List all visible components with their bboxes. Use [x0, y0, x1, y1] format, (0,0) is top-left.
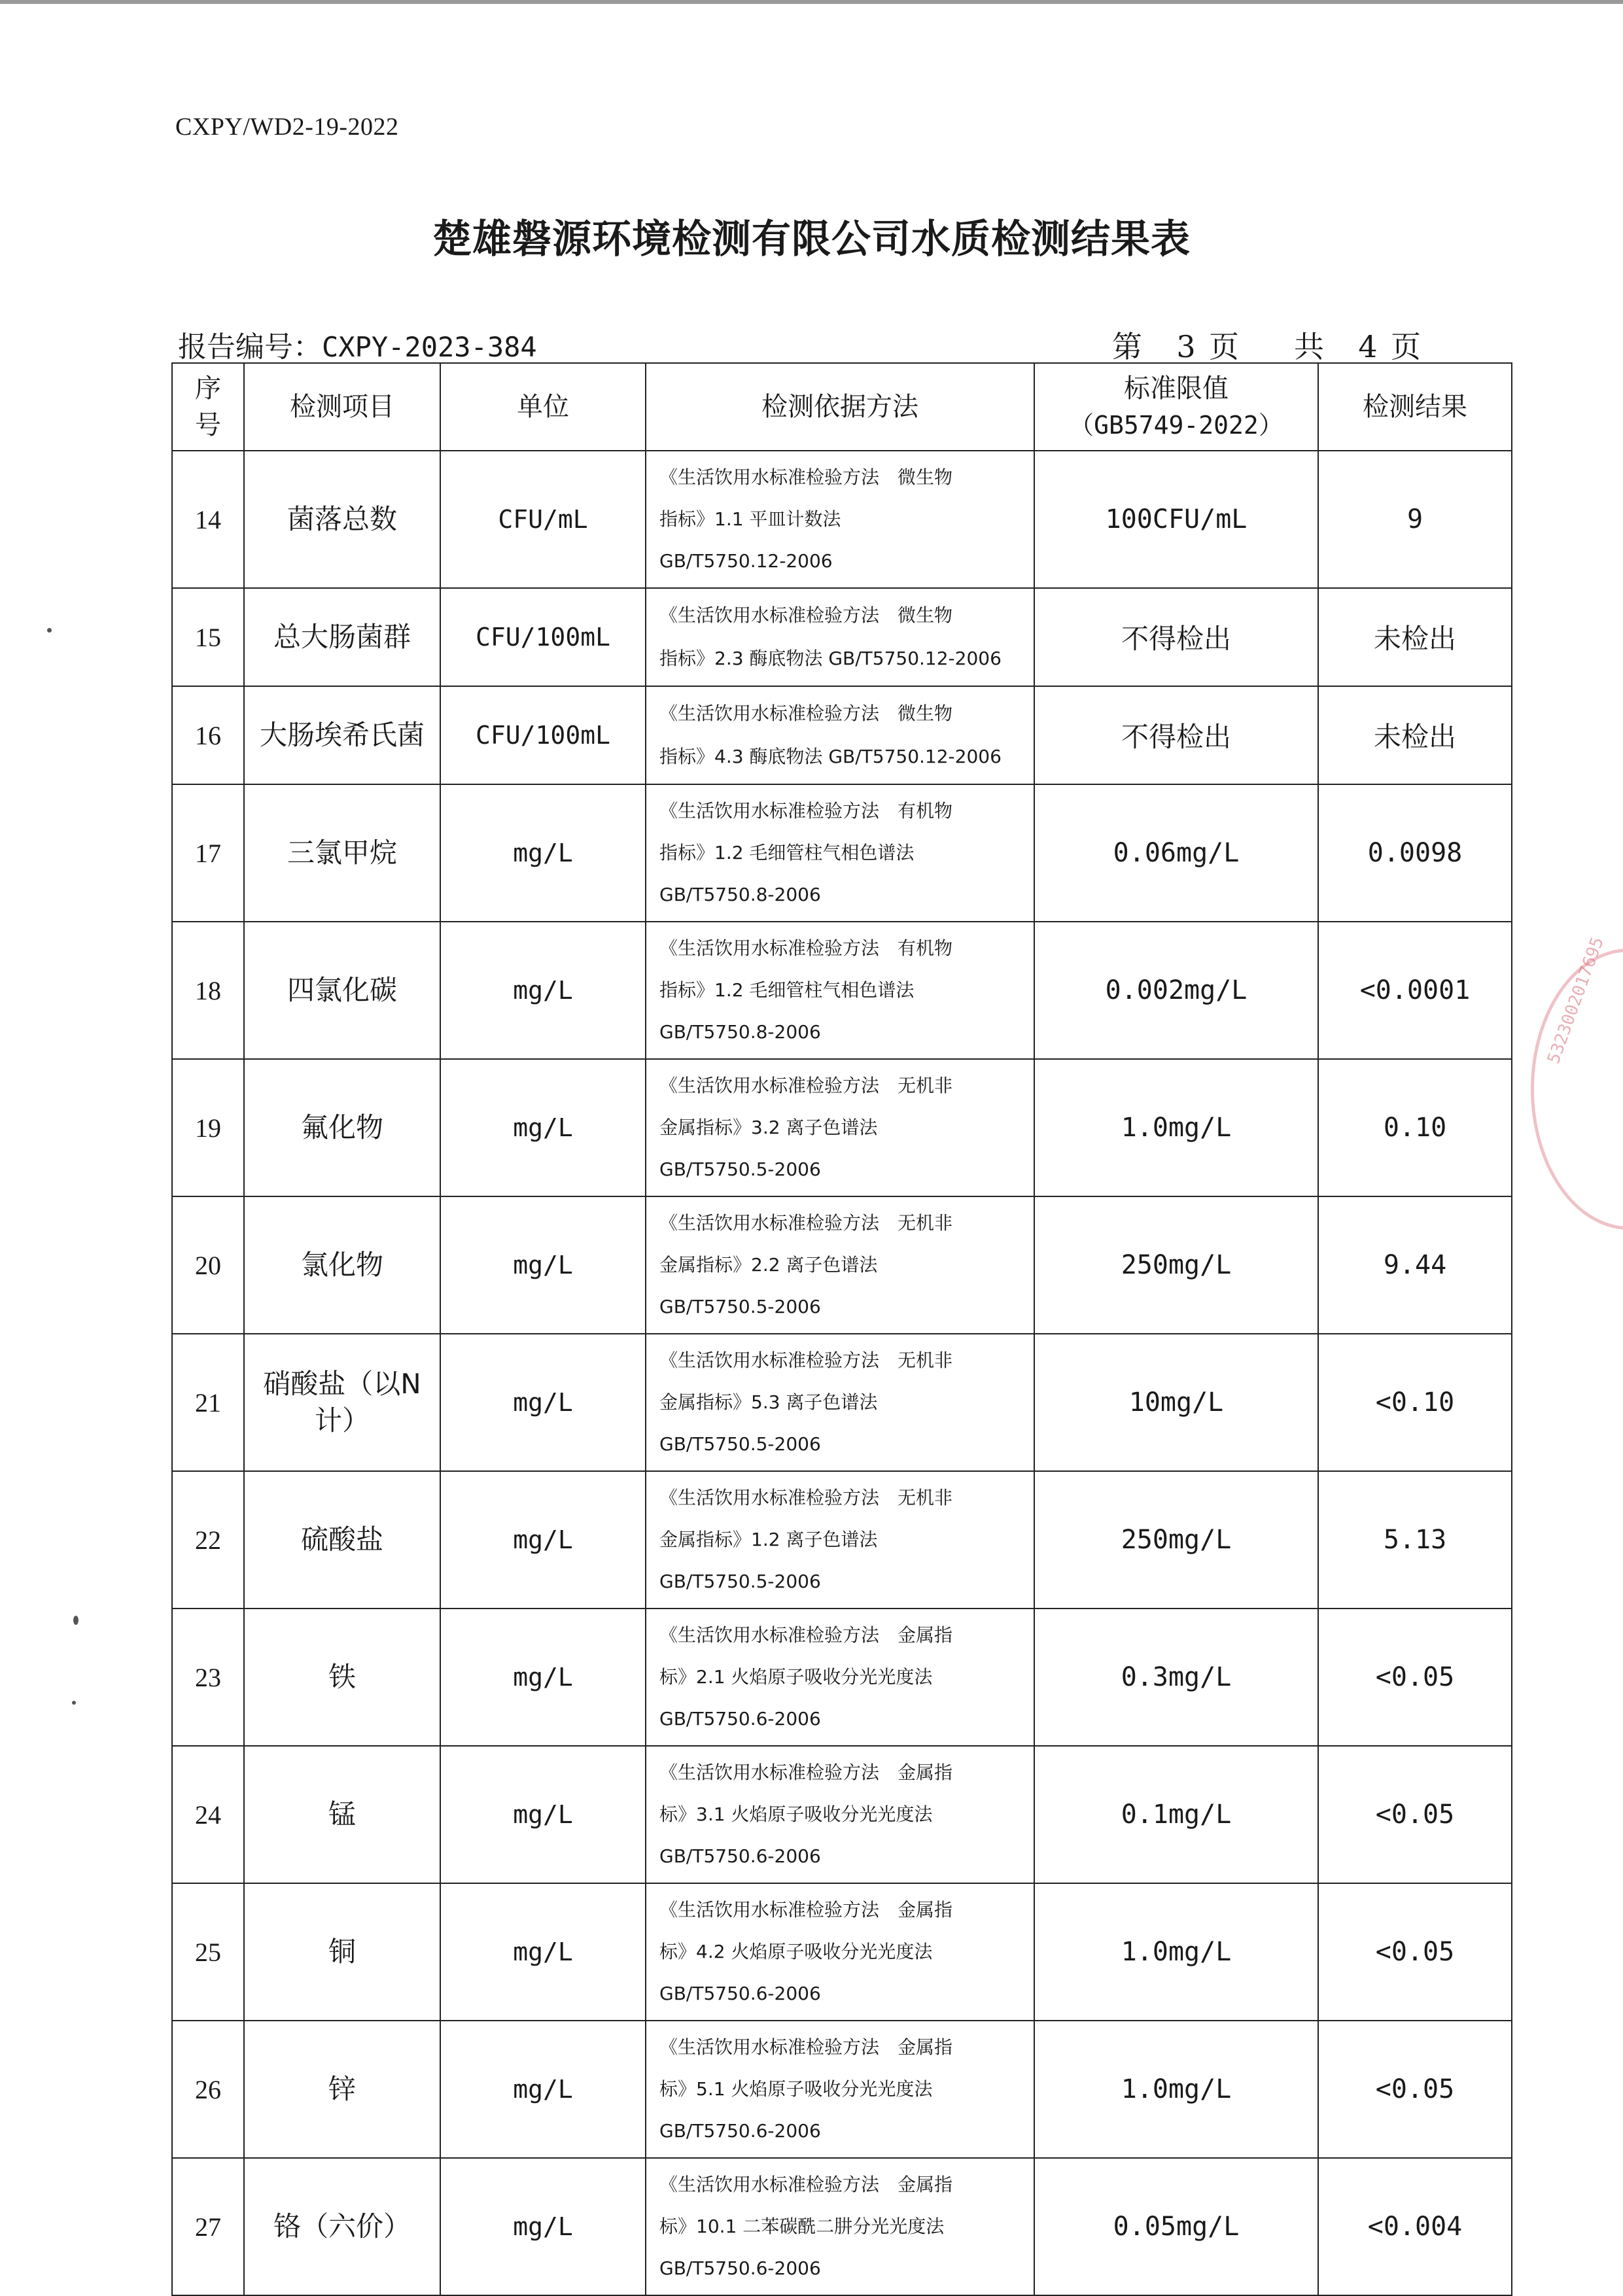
row-unit: mg/L [440, 1334, 646, 1471]
row-item: 硫酸盐 [244, 1471, 440, 1609]
row-method-line: 金属指标》2.2 离子色谱法 [659, 1254, 878, 1276]
row-method [646, 2158, 1034, 2295]
row-method [646, 784, 1034, 922]
row-method-line: 指标》1.2 毛细管柱气相色谱法 [659, 979, 915, 1001]
row-item: 氟化物 [244, 1059, 440, 1196]
row-method-line: GB/T5750.6-2006 [659, 1983, 821, 2004]
row-method-line: 《生活饮用水标准检验方法 微生物 [659, 466, 953, 488]
table-body [172, 451, 1512, 2295]
row-method-line: 标》3.1 火焰原子吸收分光光度法 [659, 1803, 933, 1825]
row-method-line: 《生活饮用水标准检验方法 有机物 [659, 937, 953, 959]
row-method [646, 922, 1034, 1059]
scan-top-edge [0, 0, 1623, 4]
row-seq: 16 [172, 686, 244, 784]
row-seq: 19 [172, 1059, 244, 1196]
row-method [646, 588, 1034, 686]
row-standard: 10mg/L [1034, 1334, 1318, 1471]
row-item: 铜 [244, 1883, 440, 2021]
header-item: 检测项目 [244, 363, 440, 451]
row-standard: 1.0mg/L [1034, 1059, 1318, 1196]
page-current: 3 [1176, 329, 1196, 364]
row-method [646, 1609, 1034, 1746]
row-unit: mg/L [440, 1471, 646, 1609]
table-row [172, 1471, 1512, 1609]
document-title: 楚雄磐源环境检测有限公司水质检测结果表 [432, 217, 1191, 262]
row-method-line: 指标》2.3 酶底物法 GB/T5750.12-2006 [659, 648, 1002, 669]
row-seq: 17 [172, 784, 244, 922]
page-ye-total: 页 [1391, 329, 1421, 364]
scan-speck [73, 1616, 79, 1625]
row-result: 5.13 [1318, 1471, 1512, 1609]
row-item: 硝酸盐（以N计） [244, 1334, 440, 1471]
row-method-line: 《生活饮用水标准检验方法 无机非 [659, 1212, 953, 1234]
row-method-line: GB/T5750.8-2006 [659, 884, 821, 905]
row-standard: 0.05mg/L [1034, 2158, 1318, 2295]
table-row [172, 686, 1512, 784]
row-standard: 0.3mg/L [1034, 1609, 1318, 1746]
row-seq: 27 [172, 2158, 244, 2295]
row-unit: mg/L [440, 1196, 646, 1334]
row-result: <0.05 [1318, 2021, 1512, 2158]
scan-speck [72, 1701, 76, 1705]
row-standard: 1.0mg/L [1034, 1883, 1318, 2021]
row-unit: mg/L [440, 1883, 646, 2021]
row-method-line: GB/T5750.5-2006 [659, 1296, 821, 1317]
row-unit: mg/L [440, 1746, 646, 1883]
row-standard: 250mg/L [1034, 1196, 1318, 1334]
row-unit: CFU/mL [440, 451, 646, 588]
header-result: 检测结果 [1318, 363, 1512, 451]
row-seq: 21 [172, 1334, 244, 1471]
row-method-line: GB/T5750.12-2006 [659, 550, 833, 572]
results-table [171, 362, 1512, 2296]
header-seq: 序 号 [172, 363, 244, 451]
row-method-line: 《生活饮用水标准检验方法 金属指 [659, 1899, 953, 1921]
row-method-line: 标》10.1 二苯碳酰二肼分光光度法 [659, 2216, 945, 2237]
row-item: 铬（六价） [244, 2158, 440, 2295]
row-seq: 25 [172, 1883, 244, 2021]
page-indicator [1112, 323, 1478, 366]
row-result: <0.05 [1318, 1609, 1512, 1746]
row-unit: mg/L [440, 1609, 646, 1746]
row-method-line: 指标》1.2 毛细管柱气相色谱法 [659, 842, 915, 863]
row-seq: 22 [172, 1471, 244, 1609]
row-method-line: GB/T5750.5-2006 [659, 1571, 821, 1592]
row-method-line: 金属指标》5.3 离子色谱法 [659, 1391, 878, 1413]
row-item: 铁 [244, 1609, 440, 1746]
row-item: 三氯甲烷 [244, 784, 440, 922]
row-seq: 18 [172, 922, 244, 1059]
row-standard: 0.1mg/L [1034, 1746, 1318, 1883]
row-method-line: 《生活饮用水标准检验方法 无机非 [659, 1487, 953, 1508]
row-result: 未检出 [1318, 686, 1512, 784]
row-method-line: 指标》1.1 平皿计数法 [659, 508, 841, 530]
row-item: 锰 [244, 1746, 440, 1883]
row-method [646, 1746, 1034, 1883]
table-row [172, 922, 1512, 1059]
company-seal-number: 5323002017695 [1544, 934, 1608, 1067]
row-standard: 不得检出 [1034, 686, 1318, 784]
row-method [646, 1883, 1034, 2021]
row-result: 9.44 [1318, 1196, 1512, 1334]
row-seq: 14 [172, 451, 244, 588]
row-standard: 100CFU/mL [1034, 451, 1318, 588]
row-standard: 不得检出 [1034, 588, 1318, 686]
row-unit: mg/L [440, 922, 646, 1059]
row-item: 菌落总数 [244, 451, 440, 588]
row-method [646, 451, 1034, 588]
row-seq: 24 [172, 1746, 244, 1883]
row-method-line: 《生活饮用水标准检验方法 无机非 [659, 1075, 953, 1096]
header-standard: 标准限值 （GB5749-2022） [1034, 363, 1318, 451]
row-standard: 0.06mg/L [1034, 784, 1318, 922]
page-ye: 页 [1209, 329, 1239, 364]
row-standard: 1.0mg/L [1034, 2021, 1318, 2158]
row-method-line: 《生活饮用水标准检验方法 金属指 [659, 2174, 953, 2195]
row-method-line: 金属指标》3.2 离子色谱法 [659, 1117, 878, 1138]
row-method-line: 《生活饮用水标准检验方法 微生物 [659, 703, 953, 724]
row-method-line: 标》4.2 火焰原子吸收分光光度法 [659, 1941, 933, 1962]
row-method-line: 指标》4.3 酶底物法 GB/T5750.12-2006 [659, 746, 1002, 767]
table-row [172, 1334, 1512, 1471]
row-result: <0.004 [1318, 2158, 1512, 2295]
row-method-line: 金属指标》1.2 离子色谱法 [659, 1529, 878, 1550]
row-method [646, 1196, 1034, 1334]
document-code: CXPY/WD2-19-2022 [175, 113, 399, 141]
table-row [172, 784, 1512, 922]
row-unit: CFU/100mL [440, 588, 646, 686]
row-method [646, 686, 1034, 784]
row-method-line: GB/T5750.6-2006 [659, 2120, 821, 2142]
row-result: 0.0098 [1318, 784, 1512, 922]
row-item: 氯化物 [244, 1196, 440, 1334]
table-row [172, 1196, 1512, 1334]
row-method-line: GB/T5750.5-2006 [659, 1158, 821, 1180]
row-method-line: 标》5.1 火焰原子吸收分光光度法 [659, 2078, 933, 2100]
page-di: 第 [1112, 329, 1142, 364]
row-standard: 0.002mg/L [1034, 922, 1318, 1059]
table-row [172, 1746, 1512, 1883]
row-result: <0.0001 [1318, 922, 1512, 1059]
row-unit: mg/L [440, 2158, 646, 2295]
page-total: 4 [1358, 329, 1378, 364]
row-method-line: 《生活饮用水标准检验方法 无机非 [659, 1349, 953, 1371]
header-unit: 单位 [440, 363, 646, 451]
row-method-line: GB/T5750.6-2006 [659, 1845, 821, 1867]
row-seq: 23 [172, 1609, 244, 1746]
row-method [646, 1059, 1034, 1196]
header-method: 检测依据方法 [646, 363, 1034, 451]
table-row [172, 588, 1512, 686]
row-unit: mg/L [440, 784, 646, 922]
row-method-line: 《生活饮用水标准检验方法 微生物 [659, 604, 953, 626]
row-result: <0.05 [1318, 1746, 1512, 1883]
table-header-row [172, 363, 1512, 451]
row-item: 大肠埃希氏菌 [244, 686, 440, 784]
scan-speck [47, 628, 52, 633]
row-result: 9 [1318, 451, 1512, 588]
row-method-line: GB/T5750.5-2006 [659, 1433, 821, 1455]
row-seq: 20 [172, 1196, 244, 1334]
report-number-label: 报告编号： [178, 330, 322, 364]
table-row [172, 1609, 1512, 1746]
row-seq: 26 [172, 2021, 244, 2158]
row-method-line: GB/T5750.6-2006 [659, 1708, 821, 1730]
row-method-line: GB/T5750.6-2006 [659, 2257, 821, 2279]
row-item: 锌 [244, 2021, 440, 2158]
row-unit: CFU/100mL [440, 686, 646, 784]
row-method [646, 1334, 1034, 1471]
table-row [172, 2021, 1512, 2158]
row-method-line: 《生活饮用水标准检验方法 金属指 [659, 1762, 953, 1783]
row-method-line: 标》2.1 火焰原子吸收分光光度法 [659, 1666, 933, 1688]
row-method-line: 《生活饮用水标准检验方法 金属指 [659, 2036, 953, 2058]
row-unit: mg/L [440, 1059, 646, 1196]
report-number-value: CXPY-2023-384 [322, 331, 537, 363]
row-result: 0.10 [1318, 1059, 1512, 1196]
row-result: <0.10 [1318, 1334, 1512, 1471]
report-number [178, 323, 537, 365]
row-result: 未检出 [1318, 588, 1512, 686]
row-item: 总大肠菌群 [244, 588, 440, 686]
row-method-line: GB/T5750.8-2006 [659, 1021, 821, 1043]
row-seq: 15 [172, 588, 244, 686]
table-row [172, 1059, 1512, 1196]
page-gong: 共 [1294, 329, 1324, 364]
row-method [646, 1471, 1034, 1609]
row-method-line: 《生活饮用水标准检验方法 有机物 [659, 800, 953, 822]
row-method-line: 《生活饮用水标准检验方法 金属指 [659, 1624, 953, 1646]
table-row [172, 2158, 1512, 2295]
row-item: 四氯化碳 [244, 922, 440, 1059]
table-row [172, 451, 1512, 588]
row-method [646, 2021, 1034, 2158]
row-standard: 250mg/L [1034, 1471, 1318, 1609]
row-result: <0.05 [1318, 1883, 1512, 2021]
row-unit: mg/L [440, 2021, 646, 2158]
table-row [172, 1883, 1512, 2021]
